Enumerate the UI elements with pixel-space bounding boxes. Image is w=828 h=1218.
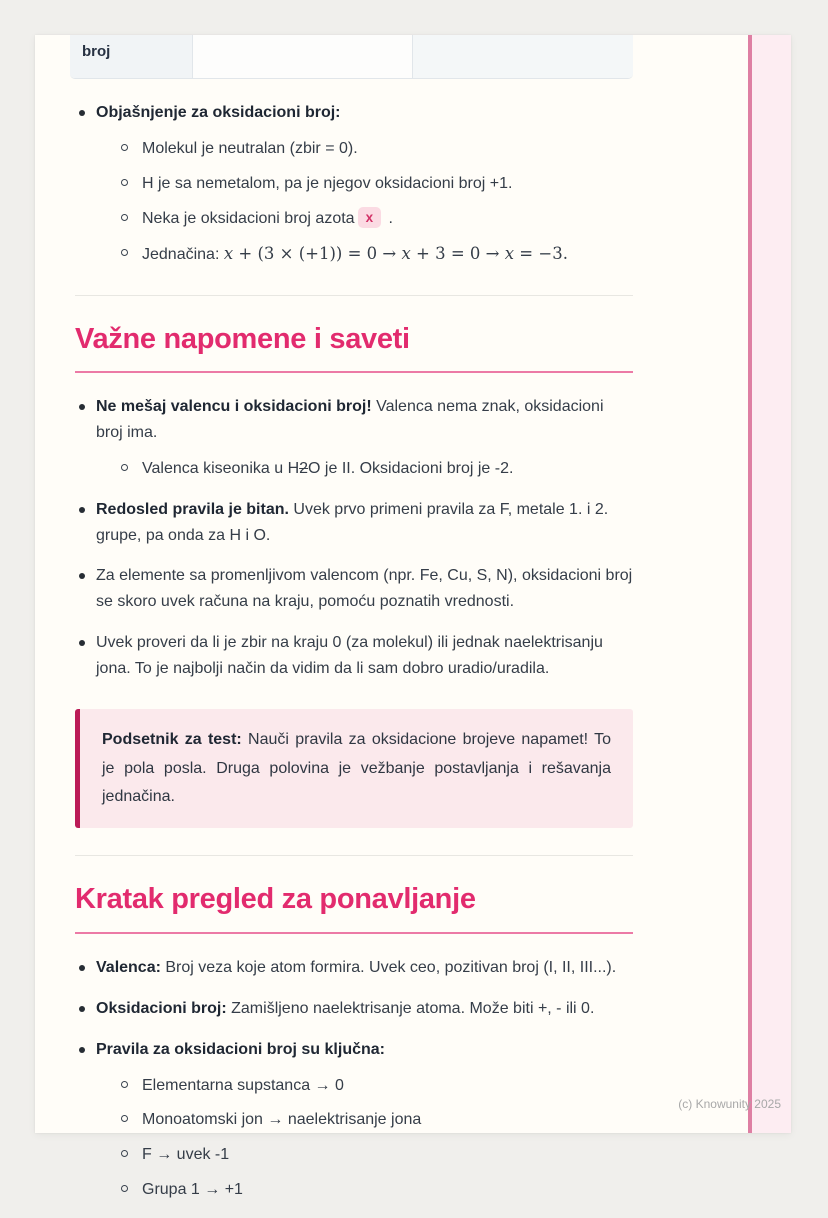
sub-list-item [116,1073,633,1099]
text-segment: Valenca kiseonika u H [142,459,300,477]
text-segment: Valenca nema znak, oksidacioni broj ima. [96,397,604,441]
text-segment: Neka je oksidacioni broj azota [142,209,355,227]
notes-list [75,394,633,682]
list-item [75,955,633,981]
text-segment: Uvek prvo primeni pravila za F, metale 1. i 2. grupe, pa onda za H i O. [96,500,609,544]
list-item [75,497,633,549]
text-segment: Oksidacioni broj: [96,999,227,1017]
section-divider [75,295,633,296]
list-item [75,996,633,1022]
text-segment: + (3 × (+1)) = 0 → [233,243,402,263]
watermark: (c) Knowunity 2025 [678,1097,781,1111]
sub-list-item [116,456,633,482]
text-segment: Nauči pravila za oksidacione brojeve napamet! To je pola posla. Druga polovina je vežbanje postavljanja i rešavanja jednačina. [102,731,612,805]
list-item [75,394,633,482]
text-segment: Elementarna supstanca → 0 [142,1076,344,1094]
list-item [75,630,633,682]
list-item [75,100,633,268]
document-card [35,35,791,1199]
text-segment: Broj veza koje atom formira. Uvek ceo, pozitivan broj (I, II, III...). [160,958,617,976]
text-segment: O je II. Oksidacioni broj je -2. [308,459,514,477]
table-fragment [70,35,633,79]
section-heading-notes: Važne napomene i saveti [75,323,633,373]
sub-list [116,1073,633,1204]
text-segment: Jednačina: [142,245,224,263]
sub-list-item [116,1177,633,1203]
sub-list-item [116,1107,633,1133]
text-segment: Objašnjenje za oksidacioni broj: [96,104,341,121]
table-cell-empty-1 [193,35,413,78]
text-segment: Za elemente sa promenljivom valencom (npr. Fe, Cu, S, N), oksidacioni broj se skoro uvek računa na kraju, pomoću poznatih vrednosti. [96,567,633,611]
sub-list-item [116,206,633,232]
text-segment: H je sa nemetalom, pa je njegov oksidacioni broj +1. [142,174,513,192]
text-segment: Podsetnik za test: [102,731,242,749]
sub-list-item [116,1142,633,1168]
section-divider [75,855,633,856]
sub-list [116,136,633,268]
page-edge-strip [752,35,791,1133]
text-segment: x [504,243,515,263]
text-segment: Valenca: [96,958,161,976]
list-item-text [96,398,604,441]
page-edge-line [748,35,752,1133]
text-segment: Monoatomski jon → naelektrisanje jona [142,1111,422,1129]
text-segment: x [223,243,234,263]
text-segment: Uvek proveri da li je zbir na kraju 0 (za molekul) ili jednak naelektrisanju jona. To je najbolji način da vidim da li sam dobro uradio/uradila. [96,634,603,678]
text-segment: . [388,209,393,227]
sub-list-item [116,241,633,268]
sub-list [116,456,633,482]
text-segment: + 3 = 0 → [410,243,505,263]
text-segment: Grupa 1 → +1 [142,1181,243,1199]
intro-list [75,100,633,268]
list-item-text [96,104,341,121]
x-badge: x [358,207,382,229]
text-segment: x [401,243,411,263]
callout-box [75,709,633,828]
text-segment: Pravila za oksidacioni broj su ključna: [96,1040,385,1058]
sub-list-item [116,136,633,162]
text-segment: Ne mešaj valencu i oksidacioni broj! [96,397,372,415]
text-segment: = −3. [514,243,568,263]
sub-list-item [116,171,633,197]
text-segment: Zamišljeno naelektrisanje atoma. Može biti +, - ili 0. [226,999,595,1017]
section-heading-recap: Kratak pregled za ponavljanje [75,883,633,933]
text-segment: 2 [299,459,309,477]
text-segment: Molekul je neutralan (zbir = 0). [142,139,358,157]
list-item [75,1037,633,1204]
text-segment: F → uvek -1 [142,1146,230,1164]
table-cell-broj: broj [70,35,193,78]
document-content [75,35,633,1218]
list-item-text [96,1041,385,1058]
list-item [75,563,633,615]
text-segment: Redosled pravila je bitan. [96,500,289,518]
table-cell-empty-2 [413,35,633,78]
recap-list [75,955,633,1203]
